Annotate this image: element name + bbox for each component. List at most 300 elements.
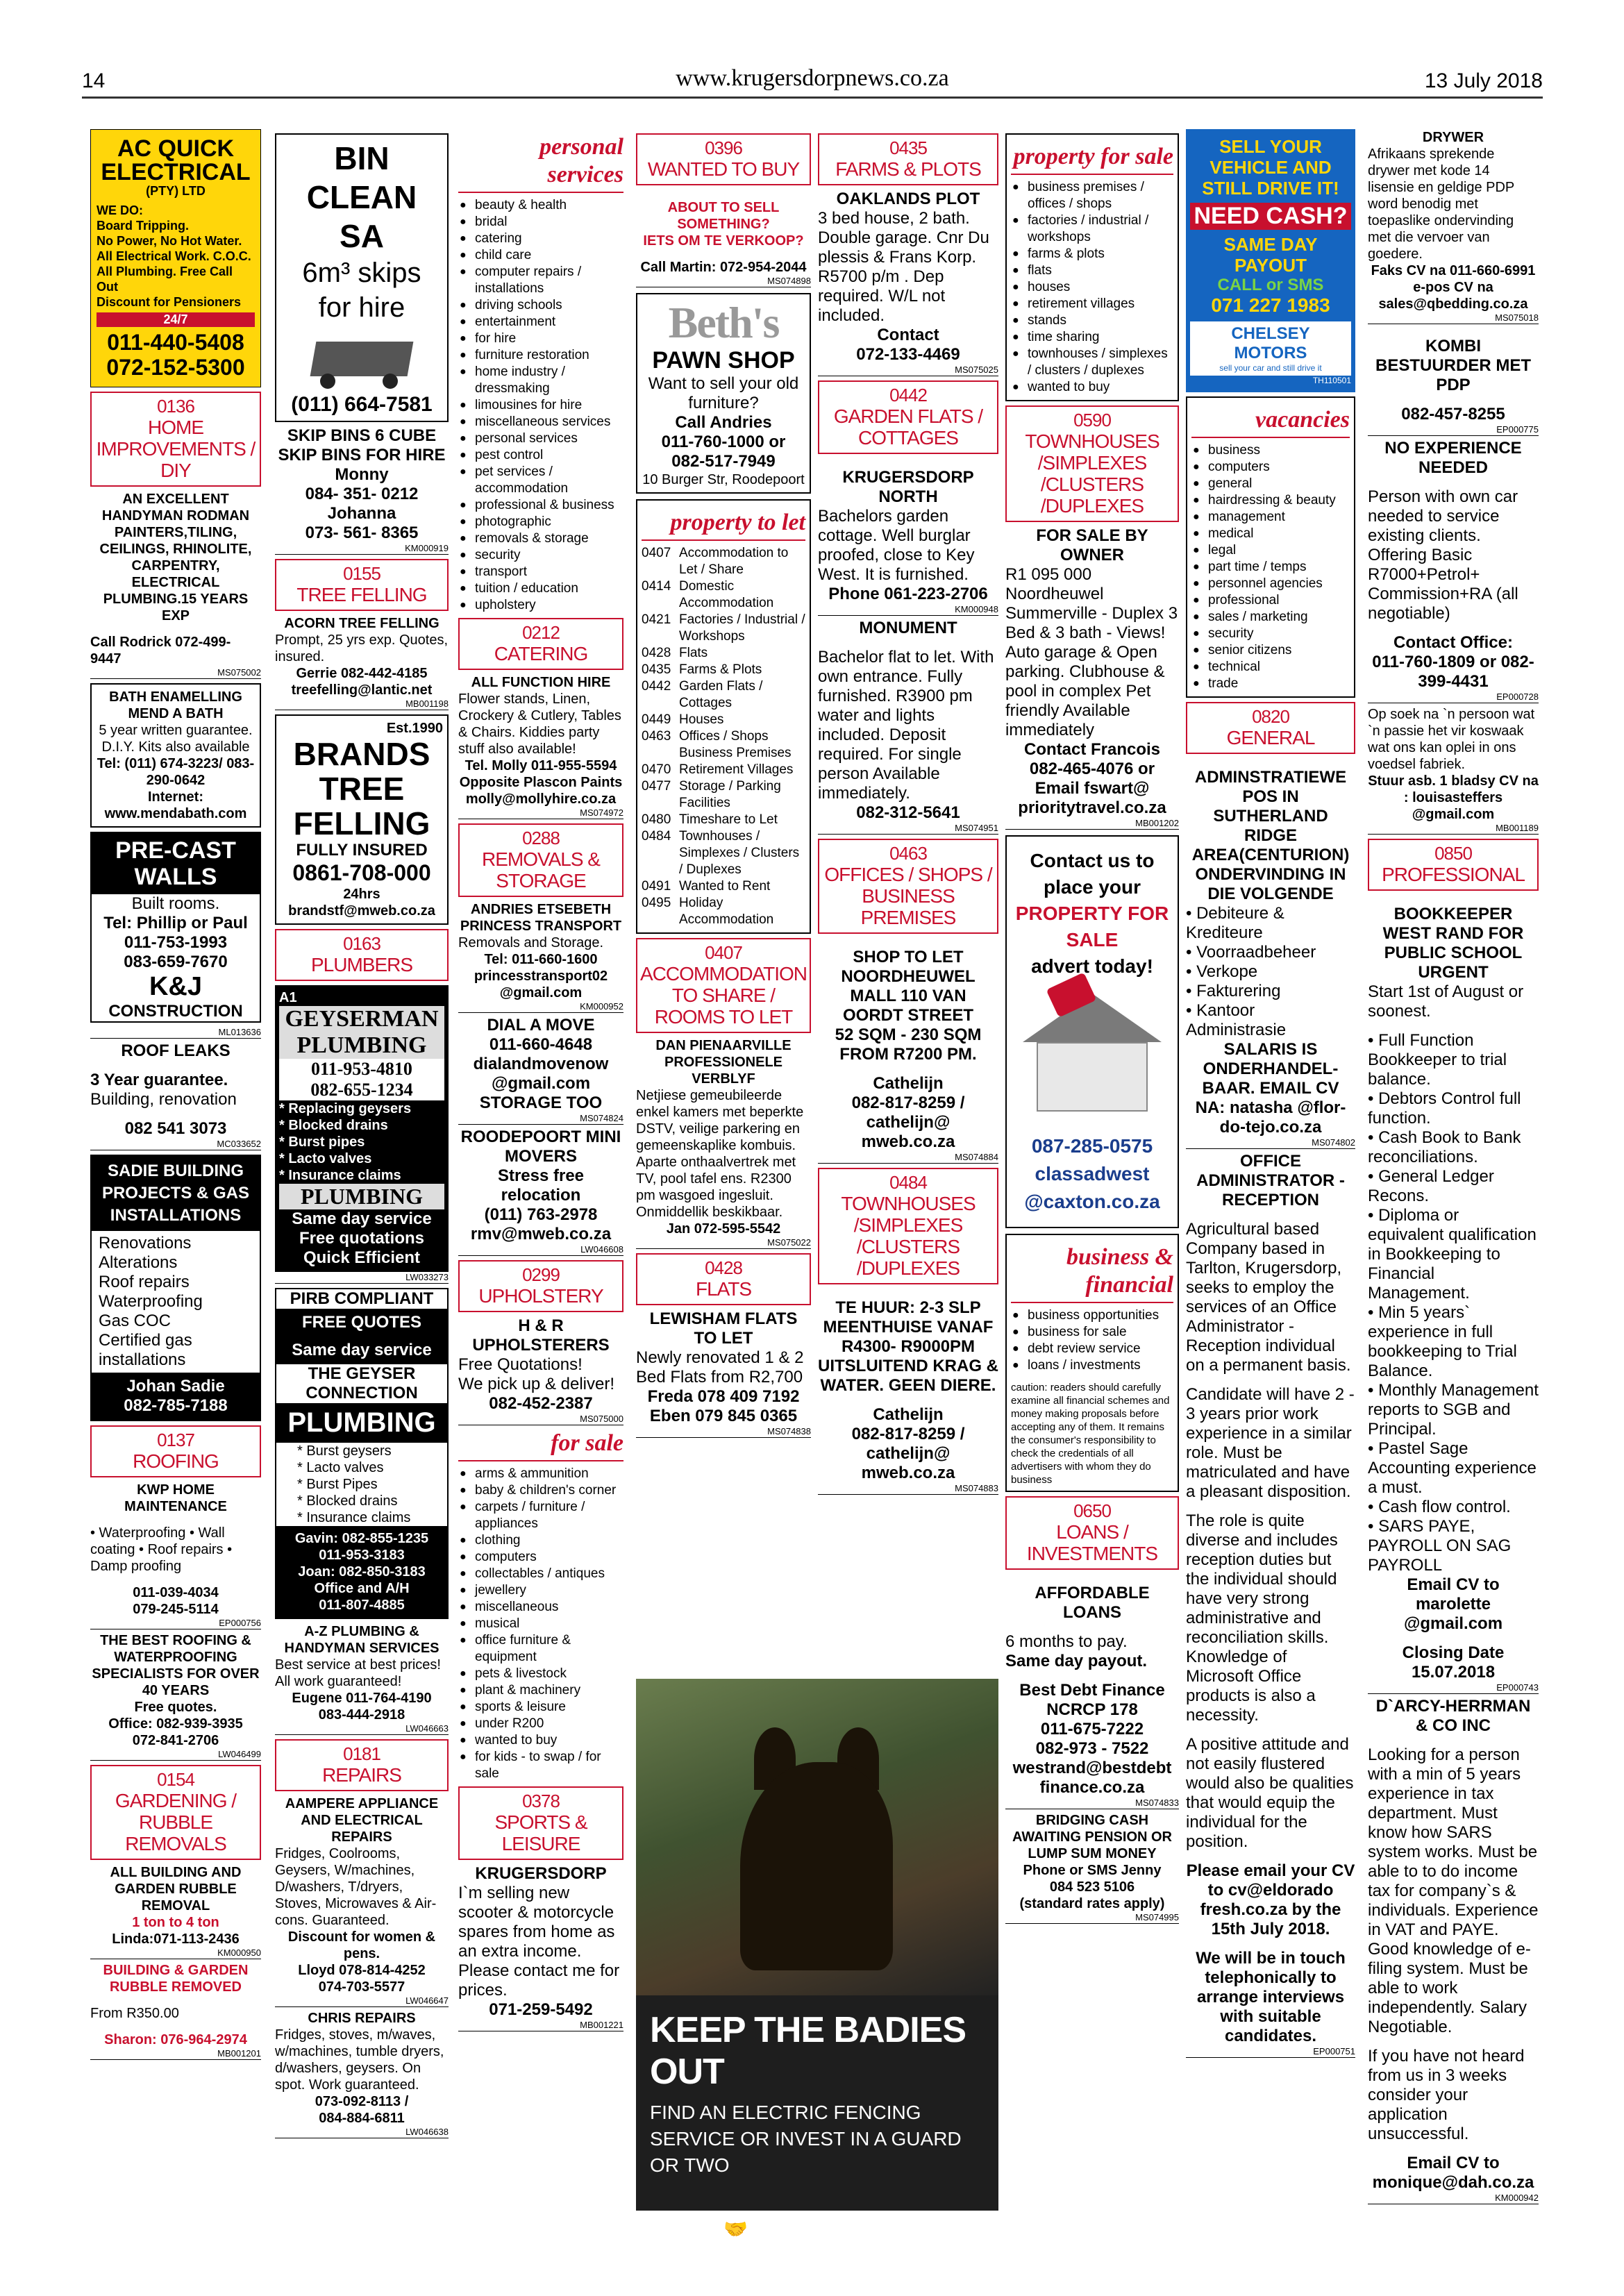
ad-title: NO EXPERIENCE NEEDED	[1384, 439, 1522, 477]
issue-date: 13 July 2018	[1424, 69, 1543, 92]
ad-text: We will be in touch telephonically to arrange interviews with suitable candidates.	[1196, 1949, 1346, 2045]
category-code: 0154	[157, 1769, 194, 1790]
category-code: 0463	[889, 843, 927, 864]
ad-phone: 082-785-7188	[124, 1396, 228, 1415]
ad-title: H & R UPHOLSTERERS	[472, 1316, 610, 1355]
list-item: ● business	[1191, 442, 1350, 459]
ad-web[interactable]: www.mendabath.com	[104, 806, 247, 821]
category-title: ACCOMMODATION TO SHARE / ROOMS TO LET	[640, 963, 807, 1028]
ad-code: EP000756	[90, 1618, 261, 1629]
ad-text: Netjiese gemeubileerde enkel kamers met beperkte DSTV, veilige parkering en gemeenskaplike kombuis. Aparte onthaalvertrek met TV, pool tafel ens. R2300 pm wasgoed ingesluit. Onmiddellik beskikbaar.	[636, 1088, 804, 1220]
list-item: 0428 Flats	[642, 646, 708, 660]
list-item: • Diploma or equivalent qualification in Bookkeeping to Financial Management.	[1368, 1206, 1537, 1302]
ad-phone: 011-953-4810	[279, 1059, 444, 1080]
category-0212	[458, 618, 623, 670]
list-item: ● pest control	[458, 447, 623, 464]
category-0463	[818, 839, 998, 934]
ad-line: * Burst Pipes	[297, 1477, 378, 1492]
list-item: • Pastel Sage Accounting experience a must.	[1368, 1439, 1537, 1497]
category-0590	[1005, 405, 1179, 522]
list-item: ● sports & leisure	[458, 1699, 623, 1716]
list-item: ● under R200	[458, 1716, 623, 1732]
list-item: ● business for sale	[1011, 1324, 1173, 1341]
ad-title: KEEP THE BADIES OUT	[650, 2010, 966, 2092]
ad-line: Faks CV na 011-660-6991 e-pos CV na sales@qbedding.co.za	[1371, 263, 1536, 312]
ad-line: * Burst geysers	[297, 1443, 392, 1459]
ad-line: D.I.Y. Kits also available	[101, 739, 250, 755]
ad-line: Building, renovation	[90, 1090, 237, 1109]
ad-phone: 011-753-1993	[124, 933, 228, 952]
skip-truck-icon	[306, 328, 417, 390]
list-item: ● baby & children's corner	[458, 1482, 623, 1499]
category-0299	[458, 1260, 623, 1312]
ad-title: ALL FUNCTION HIRE	[471, 675, 611, 690]
category-title: TOWNHOUSES /SIMPLEXES /CLUSTERS /DUPLEXES	[1025, 430, 1160, 517]
list-item: ● home industry / dressmaking	[458, 364, 623, 397]
phone: 072-152-5300	[106, 355, 245, 380]
list-item: ● upholstery	[458, 597, 623, 614]
ad-line: A1	[279, 990, 297, 1005]
ad-title: TREE	[319, 771, 405, 807]
ad-code: MS074898	[636, 276, 811, 287]
list-item: ● houses	[1011, 279, 1173, 296]
ad-email[interactable]: treefelling@lantic.net	[291, 682, 433, 698]
ad-title: CHRIS REPAIRS	[308, 2011, 416, 2026]
category-title: TREE FELLING	[296, 584, 427, 605]
category-0428	[636, 1253, 811, 1305]
ad-text: • Waterproofing • Wall coating • Roof repairs • Damp proofing	[90, 1525, 233, 1574]
category-code: 0442	[889, 385, 927, 405]
ad-title: OAKLANDS PLOT	[836, 190, 980, 208]
ad-line: All work guaranteed!	[275, 1674, 402, 1689]
ad-email[interactable]: brandstf@mweb.co.za	[288, 903, 435, 919]
list-item: • Debtors Control full function.	[1368, 1089, 1521, 1128]
list-item: ● for hire	[458, 330, 623, 347]
list-item: ● wanted to buy	[458, 1732, 623, 1749]
category-title: LOANS / INVESTMENTS	[1026, 1521, 1158, 1564]
ad-phone: Tel: 011-660-1600	[484, 952, 598, 967]
ad-code: KM000942	[1368, 2193, 1539, 2204]
ad-text: Afrikaans sprekende drywer met kode 14 lisensie en geldige PDP word benodig met toepaslike ondervinding met die vervoer van goedere.	[1368, 146, 1514, 262]
ad-code: KM000919	[275, 543, 449, 555]
category-list	[1011, 179, 1173, 396]
ad-phone: 011-660-4648	[489, 1035, 593, 1054]
category-code: 0590	[1073, 410, 1111, 430]
ad-title: ADMINSTRATIEWE POS IN SUTHERLAND RIDGE AREA(CENTURION) ONDERVINDING IN DIE VOLGENDE	[1191, 768, 1350, 903]
ad-geyser-connection	[275, 1288, 449, 1619]
ad-phone: (011) 664-7581	[291, 393, 433, 416]
list-item: ● senior citizens	[1191, 642, 1350, 659]
ad-line: 52 SQM - 230 SQM FROM R7200 PM.	[835, 1025, 982, 1064]
ad-line: * Insurance claims	[297, 1510, 411, 1525]
ad-line: sell your car and still drive it	[1219, 363, 1322, 373]
category-code: 0136	[157, 396, 194, 417]
ad-text: Fridges, stoves, m/waves, w/machines, tumble dryers, d/washers, geysers. On spot. Work guaranteed.	[275, 2027, 444, 2093]
list-item: ● trade	[1191, 676, 1350, 692]
category-list	[1191, 442, 1350, 692]
column-5	[818, 129, 998, 1498]
ad-title: ALL BUILDING AND GARDEN RUBBLE REMOVAL	[110, 1865, 242, 1913]
hours-bar: 24/7	[97, 312, 255, 327]
ad-code: MC033652	[90, 1139, 261, 1150]
list-item: ● driving schools	[458, 297, 623, 314]
list-item: ● time sharing	[1011, 329, 1173, 346]
ad-address: 10 Burger Str, Roodepoort	[642, 472, 805, 487]
ad-line: for hire	[318, 292, 405, 323]
ad-title: ACORN TREE FELLING	[284, 616, 440, 631]
ad-line: We pick up & deliver!	[458, 1375, 614, 1393]
ad-title: advert today!	[1031, 955, 1153, 977]
ad-title: FELLING	[293, 805, 430, 841]
list-item: 0480 Timeshare to Let	[642, 812, 778, 827]
list-item: • Full Function Bookkeeper to trial balance.	[1368, 1031, 1507, 1089]
ad-line: 5 year written guarantee.	[99, 723, 253, 738]
list-item: ● beauty & health	[458, 197, 623, 214]
category-title: GARDEN FLATS / COTTAGES	[833, 405, 983, 449]
ad-phone: Freda 078 409 7192	[647, 1387, 800, 1406]
ad-line: FREE QUOTES	[276, 1309, 447, 1336]
ad-line: Closing Date 15.07.2018	[1402, 1643, 1505, 1682]
section-heading: personal services	[458, 133, 623, 193]
list-item: ● retirement villages	[1011, 296, 1173, 312]
ad-phone: Tel: (011) 674-3223/ 083-290-0642	[97, 756, 255, 788]
ad-line: Start 1st of August or soonest.	[1368, 982, 1524, 1021]
ad-contact: Monny	[335, 465, 389, 484]
list-item: ● jewellery	[458, 1582, 623, 1599]
ad-title: DIAL A MOVE	[487, 1016, 595, 1034]
ad-phone: 079-245-5114	[133, 1602, 219, 1617]
category-code: 0650	[1073, 1500, 1111, 1521]
ad-line: SALARIS IS ONDERHANDEL- BAAR. EMAIL CV NA: natasha @flor-do-tejo.co.za	[1195, 1040, 1346, 1137]
ad-code: KM000950	[90, 1947, 261, 1959]
ad-title: DRYWER	[1422, 130, 1484, 145]
ad-title: KOMBI BESTUURDER MET PDP	[1375, 337, 1531, 394]
ad-title: SADIE BUILDING PROJECTS & GAS INSTALLATIONS	[92, 1156, 260, 1231]
ad-phone: 082-655-1234	[279, 1080, 444, 1100]
ad-title: MONUMENT	[859, 619, 957, 637]
ad-contact: Cathelijn	[873, 1074, 944, 1093]
ad-email[interactable]: princesstransport02 @gmail.com	[474, 969, 608, 1000]
ad-text: Newly renovated 1 & 2 Bed Flats from R2,700	[636, 1348, 804, 1386]
ad-title: ROOF LEAKS	[121, 1041, 231, 1060]
ad-line: • Verkope	[1186, 962, 1258, 981]
category-0650	[1005, 1496, 1179, 1570]
ad-title: AFFORDABLE LOANS	[1035, 1584, 1150, 1622]
list-item: • Min 5 years` experience in full bookkeeping to Trial Balance.	[1368, 1303, 1517, 1380]
ad-line: Renovations	[99, 1234, 192, 1252]
ad-phone: 073- 561- 8365	[305, 523, 419, 542]
ad-line: 3 Year guarantee.	[90, 1071, 228, 1089]
ad-code: MS074838	[636, 1426, 811, 1438]
ad-line: Same day service	[292, 1209, 432, 1228]
ad-email[interactable]: classadwest	[1035, 1163, 1150, 1184]
column-3	[458, 129, 623, 2034]
ad-title: THE BEST ROOFING & WATERPROOFING SPECIALISTS FOR OVER 40 YEARS	[92, 1633, 260, 1698]
ad-electric-fencing	[636, 1665, 998, 2240]
ad-precast	[90, 832, 261, 1023]
ad-code: MS075022	[636, 1237, 811, 1249]
ad-text: I`m selling new scooter & motorcycle spares from home as an extra income. Please contact me for prices.	[458, 1884, 620, 2000]
ad-phone: 071-259-5492	[489, 2000, 593, 2019]
list-item: ● business premises / offices / shops	[1011, 179, 1173, 212]
ad-line: From R350.00	[90, 2006, 179, 2021]
ad-text: Bachelors garden cottage. Well burglar proofed, close to Key West. It is furnished.	[818, 507, 975, 584]
ad-email[interactable]: cathelijn@ mweb.co.za	[861, 1113, 955, 1151]
list-item: ● clothing	[458, 1532, 623, 1549]
ad-phone: Eugene 011-764-4190	[292, 1691, 432, 1706]
ad-line: Same day service	[276, 1336, 447, 1364]
category-0181	[275, 1739, 449, 1791]
ad-line: Same day payout.	[1005, 1652, 1148, 1670]
ad-title: BUILDING & GARDEN RUBBLE REMOVED	[103, 1963, 249, 1995]
ad-phone: 087-285-0575	[1031, 1135, 1153, 1157]
category-code: 0484	[889, 1172, 927, 1193]
category-0154	[90, 1765, 261, 1860]
phone: 011-440-5408	[107, 330, 244, 355]
category-title: REPAIRS	[322, 1764, 401, 1786]
ad-title: ROODEPOORT MINI MOVERS	[460, 1128, 621, 1166]
column-8	[1368, 129, 1539, 2207]
category-title: GARDENING / RUBBLE REMOVALS	[115, 1790, 237, 1854]
list-item: ● removals & storage	[458, 530, 623, 547]
ad-phone: 082-973 - 7522	[1035, 1739, 1149, 1758]
ad-email[interactable]: dialandmovenow @gmail.com	[473, 1055, 609, 1093]
ad-line: * Lacto valves	[279, 1151, 372, 1166]
site-url[interactable]: www.krugersdorpnews.co.za	[676, 65, 949, 91]
ad-title: BIN CLEAN SA	[306, 140, 417, 254]
ad-line: All Plumbing. Free Call Out	[97, 265, 233, 294]
ad-line: Built rooms.	[131, 894, 220, 913]
ad-title: ABOUT TO SELL SOMETHING?	[667, 200, 780, 232]
ad-line: Free Quotations!	[458, 1355, 583, 1374]
ad-code: EP000751	[1186, 2046, 1355, 2058]
ad-title: DAN PIENAARVILLE PROFESSIONELE VERBLYF	[655, 1038, 792, 1087]
ad-phone: 083-659-7670	[124, 953, 228, 971]
ad-email[interactable]: rmv@mweb.co.za	[470, 1225, 612, 1243]
category-list	[642, 545, 805, 928]
list-item: ● farms & plots	[1011, 246, 1173, 262]
ad-line: Office and A/H	[314, 1581, 410, 1596]
ad-phone: Joan: 082-850-3183	[298, 1564, 426, 1579]
ad-line: WE DO:	[97, 203, 143, 217]
category-title: FARMS & PLOTS	[835, 158, 981, 180]
list-item: ● pet services / accommodation	[458, 464, 623, 497]
category-code: 0435	[889, 137, 927, 158]
ad-code: LW046499	[90, 1749, 261, 1761]
ad-title: IETS OM TE VERKOOP?	[643, 233, 804, 249]
ad-line: Discount for Pensioners	[97, 295, 242, 309]
ad-phone: 072-841-2706	[132, 1733, 219, 1748]
category-code: 0378	[522, 1791, 560, 1811]
category-0484	[818, 1168, 998, 1284]
ad-title: GEYSERMAN PLUMBING	[279, 1006, 444, 1059]
ad-line: Certified gas installations	[99, 1331, 192, 1369]
ad-line: Internet:	[148, 789, 203, 805]
ad-text: Op soek na `n persoon wat `n passie het vir koswaak wat ons kan oplei in ons voedsel fabriek.	[1368, 707, 1535, 772]
ad-text: AN EXCELLENT HANDYMAN RODMAN PAINTERS,TILING, CEILINGS, RHINOLITE, CARPENTRY, ELECTRICAL PLUMBING.15 YEARS EXP	[99, 492, 252, 623]
category-title: FLATS	[695, 1278, 752, 1300]
ad-title: THE GEYSER CONNECTION	[305, 1364, 418, 1402]
ad-line: Alterations	[99, 1253, 178, 1272]
ad-phone: Call Rodrick 072-499-9447	[90, 635, 231, 667]
category-0442	[818, 380, 998, 454]
ad-title: BOOKKEEPER WEST RAND FOR PUBLIC SCHOOL URGENT	[1382, 905, 1524, 982]
list-item: • Monthly Management reports to SGB and Principal.	[1368, 1381, 1539, 1439]
category-title: HOME IMPROVEMENTS / DIY	[96, 417, 256, 481]
ad-line: * Blocked drains	[297, 1493, 398, 1509]
ad-phone: Eben 079 845 0365	[649, 1407, 798, 1425]
ad-code: MS074951	[818, 823, 998, 835]
ad-title: AC QUICK ELECTRICAL	[101, 135, 251, 185]
list-item: ● debt review service	[1011, 1341, 1173, 1357]
list-item: ● computers	[1191, 459, 1350, 476]
ad-phone: Sharon: 076-964-2974	[104, 2032, 247, 2047]
category-0378	[458, 1786, 623, 1860]
ad-line: Stress free relocation	[497, 1166, 585, 1205]
list-item: 0484 Townhouses / Simplexes / Clusters / Duplexes	[642, 829, 800, 877]
ad-title: SELL YOUR VEHICLE AND STILL DRIVE IT!	[1202, 136, 1339, 199]
ad-email[interactable]: westrand@bestdebt finance.co.za	[1012, 1759, 1172, 1797]
list-item: ● general	[1191, 476, 1350, 492]
ad-email[interactable]: Email fswart@ prioritytravel.co.za	[1018, 779, 1166, 817]
ad-code: ML013636	[90, 1027, 261, 1039]
ad-brand: K&J	[149, 972, 203, 1001]
ad-code: TH110501	[1312, 376, 1351, 385]
ad-line: * Lacto valves	[297, 1460, 384, 1475]
column-1	[90, 129, 261, 2063]
list-item: ● transport	[458, 564, 623, 580]
ad-line: Stuur asb. 1 bladsy CV na : louisasteffers @gmail.com	[1368, 773, 1539, 822]
category-list	[458, 1466, 623, 1782]
list-item: ● wanted to buy	[1011, 379, 1173, 396]
beths-logo: Beth's	[668, 298, 779, 347]
ad-subtitle: (PTY) LTD	[146, 184, 206, 198]
ad-phone: Phone 061-223-2706	[828, 585, 988, 603]
ad-code: LW046663	[275, 1723, 449, 1735]
list-item: ● sales / marketing	[1191, 609, 1350, 626]
ad-line: Quick Efficient	[303, 1248, 421, 1267]
list-item: ● part time / temps	[1191, 559, 1350, 576]
ad-line: 24hrs	[343, 887, 380, 902]
category-0407	[636, 938, 811, 1033]
ad-title: ANDRIES ETSEBETH PRINCESS TRANSPORT	[460, 902, 622, 934]
ad-phone: 082 541 3073	[124, 1119, 227, 1138]
ad-title: PAWN SHOP	[652, 347, 795, 374]
category-title: UPHOLSTERY	[478, 1285, 603, 1307]
ad-text: Prompt, 25 yrs exp. Quotes, insured.	[275, 632, 448, 664]
ad-line: Gas COC	[99, 1312, 171, 1330]
category-0136	[90, 392, 261, 487]
ad-line: FIND AN ELECTRIC FENCING SERVICE OR INVEST IN A GUARD OR TWO	[650, 2102, 962, 2176]
ad-contact-property	[1005, 835, 1179, 1228]
list-item: ● collectables / antiques	[458, 1566, 623, 1582]
ad-code: MS074884	[818, 1152, 998, 1164]
property-to-let-index	[636, 499, 811, 934]
ad-title: BATH ENAMELLING MEND A BATH	[109, 689, 242, 721]
guard-dog-image	[636, 1679, 998, 1995]
ad-phone: 071 227 1983	[1211, 294, 1330, 316]
list-item: 0495 Holiday Accommodation	[642, 896, 774, 927]
category-title: GENERAL	[1226, 727, 1315, 748]
ad-phone: 074-703-5577	[318, 1979, 405, 1995]
ad-phone: 011-953-3183	[319, 1548, 405, 1563]
category-code: 0850	[1434, 843, 1472, 864]
category-title: PLUMBERS	[310, 954, 413, 975]
ad-line: Est.1990	[386, 721, 443, 736]
list-item: • SARS PAYE, PAYROLL ON SAG PAYROLL	[1368, 1517, 1512, 1575]
ad-phone: 082-312-5641	[856, 803, 960, 822]
ad-line: Want to sell your old furniture?	[648, 374, 799, 412]
list-item: ● furniture restoration	[458, 347, 623, 364]
house-icon	[1023, 994, 1162, 1118]
ad-contact: Contact Francois	[1023, 740, 1161, 759]
list-item: ● business opportunities	[1011, 1307, 1173, 1324]
list-item: ● child care	[458, 247, 623, 264]
list-item: ● factories / industrial / workshops	[1011, 212, 1173, 246]
ad-code: MS074883	[818, 1483, 998, 1495]
ad-phone: 082-457-8255	[1401, 405, 1505, 424]
ad-text: Looking for a person with a min of 5 years experience in tax department. Must know how SARS system works. Must be able to to do income tax for company`s & individuals. Experience in VAT and PAYE. Good knowledge of e-filing system. Must be able to work independently. Salary Negotiable.	[1368, 1745, 1539, 2036]
category-title: OFFICES / SHOPS / BUSINESS PREMISES	[824, 864, 992, 928]
vacancies-index	[1186, 396, 1355, 698]
ad-phone: 082-817-8259 /	[851, 1425, 965, 1443]
list-item: ● hairdressing & beauty	[1191, 492, 1350, 509]
section-heading: vacancies	[1191, 406, 1350, 438]
list-item: ● carpets / furniture / appliances	[458, 1499, 623, 1532]
ad-text: Fridges, Coolrooms, Geysers, W/machines, D/washers, T/dryers, Stoves, Microwaves & Air-cons. Guaranteed.	[275, 1846, 437, 1928]
ad-email[interactable]: molly@mollyhire.co.za	[465, 791, 617, 807]
ad-line: * Blocked drains	[279, 1118, 388, 1133]
ad-email[interactable]: cathelijn@ mweb.co.za	[861, 1444, 955, 1482]
list-item: 0407 Accommodation to Let / Share	[642, 546, 789, 577]
ad-code: MS075025	[818, 364, 998, 376]
ad-link[interactable]: 🤝 biz.krugersdorpnews.co.za	[723, 2218, 985, 2240]
ad-line: Best Debt Finance NCRCP 178	[1019, 1681, 1165, 1719]
category-list	[458, 197, 623, 614]
ad-phone: 083-444-2918	[318, 1707, 405, 1723]
list-item: ● computer repairs / installations	[458, 264, 623, 297]
ad-email[interactable]: Email CV to monique@dah.co.za	[1372, 2154, 1534, 2192]
list-item: 0491 Wanted to Rent	[642, 879, 771, 894]
ad-email[interactable]: @caxton.co.za	[1024, 1191, 1160, 1212]
ad-title: BRANDS	[293, 736, 430, 772]
list-item: ● security	[1191, 626, 1350, 642]
ad-phone: 082-517-7949	[671, 452, 776, 471]
ad-email[interactable]: Email CV to marolette @gmail.com	[1403, 1575, 1503, 1633]
ad-line: Tel: Phillip or Paul	[103, 914, 248, 932]
ad-code: MS074824	[458, 1113, 623, 1125]
ad-phone: 0861-708-000	[292, 860, 431, 885]
ad-title: PRE-CAST WALLS	[92, 833, 260, 894]
category-0820	[1186, 702, 1355, 754]
ad-code: MB001221	[458, 2020, 623, 2031]
category-title: SPORTS & LEISURE	[494, 1811, 587, 1854]
category-code: 0428	[705, 1257, 742, 1278]
list-item: ● miscellaneous	[458, 1599, 623, 1616]
ad-text: 3 bed house, 2 bath. Double garage. Cnr Du plessis & Frans Korp. R5700 p/m . Dep required. W/L not included.	[818, 209, 989, 325]
list-item: ● townhouses / simplexes / clusters / duplexes	[1011, 346, 1173, 379]
ad-code: MS074802	[1186, 1137, 1355, 1149]
ad-contact: Call Andries	[675, 413, 772, 432]
ad-text: Agricultural based Company based in Tarlton, Krugersdorp, seeks to employ the services of an Office Administrator - Reception individual on a permanent basis.	[1186, 1220, 1351, 1375]
ad-title: SHOP TO LET NOORDHEUWEL MALL 110 VAN OORDT STREET	[841, 948, 976, 1025]
list-item: • Cash Book to Bank reconciliations.	[1368, 1128, 1521, 1166]
column-7	[1186, 129, 1355, 2061]
ad-code: MB001202	[1005, 818, 1179, 830]
ad-title: Contact us to place your	[1030, 850, 1155, 898]
list-item: ● entertainment	[458, 314, 623, 330]
ad-code: KM000948	[818, 604, 998, 616]
